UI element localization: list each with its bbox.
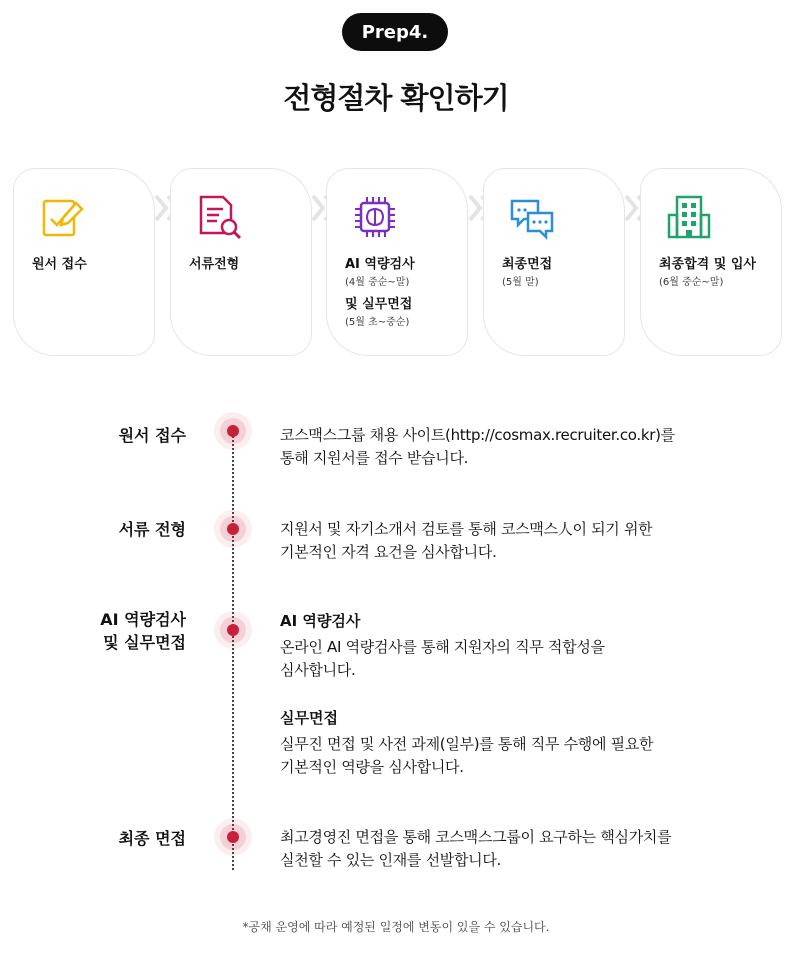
timeline-dot [213, 817, 253, 857]
timeline-desc-application: 코스맥스그룹 채용 사이트(http://cosmax.recruiter.co.kr)를 통해 지원서를 접수 받습니다. [280, 426, 675, 467]
step-label: 원서 접수 [32, 257, 87, 272]
timeline-subtitle-practical-interview: 실무면접 [280, 709, 338, 727]
step-period: (4월 중순~말) [345, 277, 410, 288]
step-label: 서류전형 [189, 257, 240, 272]
step-card-final-interview [483, 168, 625, 356]
footnote: *공채 운영에 따라 예정된 일정에 변동이 있을 수 있습니다. [242, 920, 550, 934]
step-card-ai [326, 168, 468, 356]
step-label: 최종면접 [502, 257, 553, 272]
step-period-secondary: (5월 초~중순) [345, 317, 410, 328]
step-card-document [170, 168, 312, 356]
document-pen-icon [36, 191, 88, 243]
step-period: (6월 중순~말) [659, 277, 724, 288]
timeline-line [232, 432, 234, 870]
step-card-application [13, 168, 155, 356]
timeline-desc-practical-interview: 실무진 면접 및 사전 과제(일부)를 통해 직무 수행에 필요한 기본적인 역량을 심사합니다. [280, 735, 654, 776]
prep-badge: Prep4. [342, 13, 448, 51]
timeline-dot [213, 509, 253, 549]
page-title: 전형절차 확인하기 [283, 81, 509, 115]
timeline-title-final: 최종 면접 [118, 829, 186, 848]
step-label: 최종합격 및 입사 [659, 257, 756, 272]
ai-chip-brain-icon [349, 191, 401, 243]
timeline-desc-ai-test: 온라인 AI 역량검사를 통해 지원자의 직무 적합성을 심사합니다. [280, 638, 605, 679]
timeline-title-document: 서류 전형 [118, 520, 186, 539]
step-label-secondary: 및 실무면접 [345, 297, 413, 312]
timeline-title-ai: AI 역량검사 및 실무면접 [100, 610, 186, 652]
timeline-subtitle-ai-test: AI 역량검사 [280, 612, 361, 630]
process-steps [0, 0, 792, 360]
building-icon [663, 191, 715, 243]
document-search-icon [193, 191, 245, 243]
timeline-dot [213, 610, 253, 650]
timeline-title-application: 원서 접수 [118, 426, 186, 445]
step-card-hire [640, 168, 782, 356]
chat-bubbles-icon [506, 191, 558, 243]
timeline-desc-document: 지원서 및 자기소개서 검토를 통해 코스맥스人이 되기 위한 기본적인 자격 요건을 심사합니다. [280, 520, 653, 561]
timeline-desc-final: 최고경영진 면접을 통해 코스맥스그룹이 요구하는 핵심가치를 실천할 수 있는 인재를 선발합니다. [280, 828, 672, 869]
timeline-dot [213, 411, 253, 451]
step-period: (5월 말) [502, 277, 539, 288]
step-label: AI 역량검사 [345, 257, 415, 272]
